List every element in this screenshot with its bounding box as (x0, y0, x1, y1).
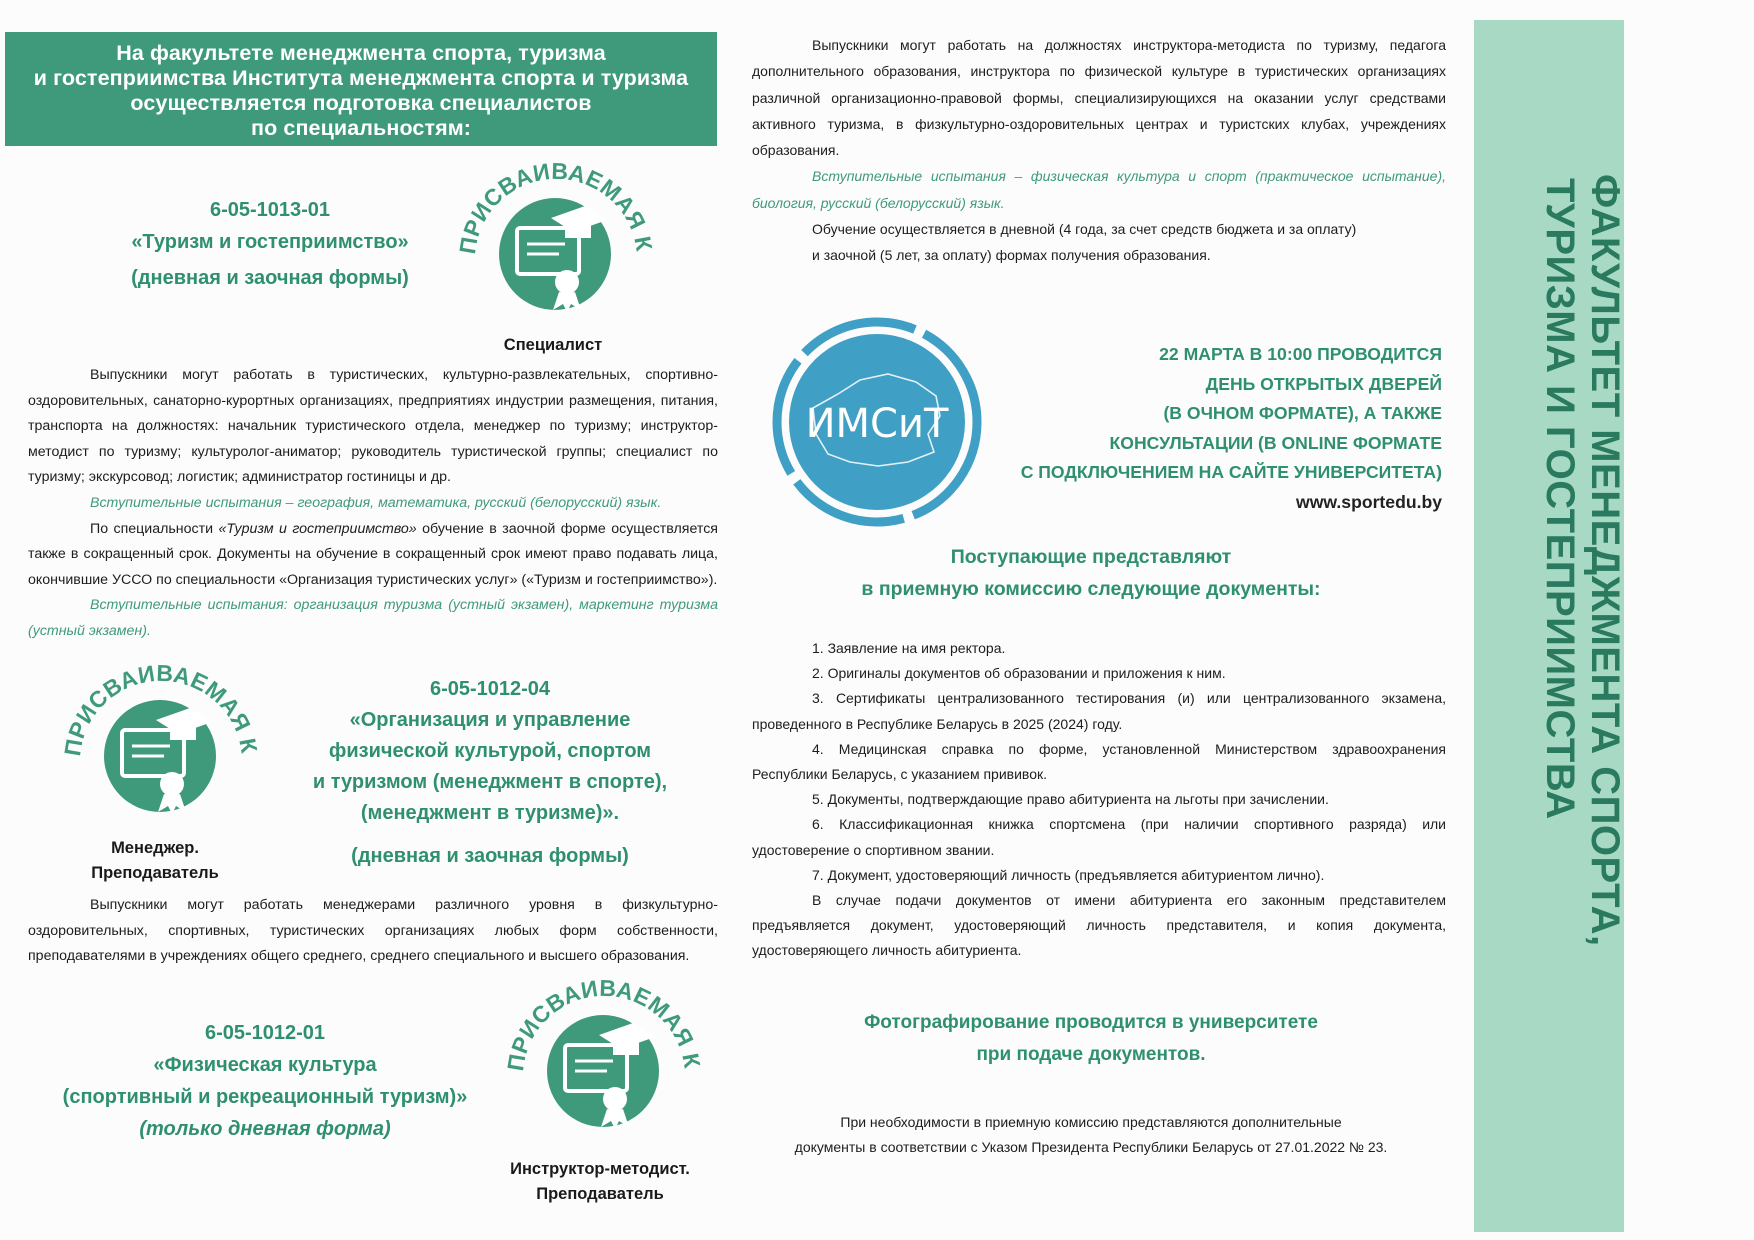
shortened-specialty-name: «Туризм и гостеприимство» (218, 520, 417, 537)
specialty-3-description (752, 32, 1446, 269)
photo-line: при подаче документов. (976, 1044, 1206, 1065)
qualification-line: Менеджер. (111, 839, 199, 857)
open-day-announcement (980, 340, 1442, 517)
badge-arc-text: ПРИСВАИВАЕМАЯ К (59, 659, 262, 758)
specialty-1-block (70, 194, 470, 294)
shortened-study-text (28, 517, 718, 594)
badge-arc-text: ПРИСВАИВАЕМАЯ К (454, 157, 657, 256)
study-forms: (только дневная форма) (139, 1118, 391, 1140)
list-item: 6. Классификационная книжка спортсмена (при наличии спортивного разряда) или удостоверение о спортивном звании. (752, 816, 1446, 858)
qualification-badge (52, 650, 262, 855)
footer-note (760, 1110, 1422, 1160)
study-line: Обучение осуществляется в дневной (4 года, за счет средств бюджета и за оплату) (812, 221, 1357, 238)
imsit-logo (768, 316, 986, 533)
graduation-certificate-icon (447, 148, 657, 348)
list-item: 2. Оригиналы документов об образовании и приложения к ним. (812, 665, 1226, 682)
vertical-title-line: ФАКУЛЬТЕТ МЕНЕДЖМЕНТА СПОРТА, (1583, 174, 1627, 947)
header-banner (5, 32, 717, 146)
specialty-name-line: (спортивный и рекреационный туризм)» (62, 1086, 468, 1108)
faculty-vertical-title (1537, 174, 1627, 974)
website-link[interactable]: www.sportedu.by (1296, 491, 1442, 512)
list-item: 5. Документы, подтверждающие право абитуриента на льготы при зачислении. (812, 791, 1329, 808)
specialty-1-description (28, 363, 718, 645)
open-day-line: (В ОЧНОМ ФОРМАТЕ), А ТАКЖЕ (1163, 403, 1442, 423)
shortened-entrance-exams: Вступительные испытания: организация туризма (устный экзамен), маркетинг туризма (устный экзамен). (28, 597, 718, 639)
logo-text: ИМСиТ (805, 401, 949, 447)
specialty-code: 6-05-1012-04 (429, 678, 551, 700)
vertical-title-text (1537, 174, 1627, 947)
open-day-line: С ПОДКЛЮЧЕНИЕМ НА САЙТЕ УНИВЕРСИТЕТА) (1020, 462, 1442, 482)
specialty-name-line: физической культурой, спортом (328, 740, 652, 762)
specialty-code: 6-05-1012-01 (204, 1022, 326, 1044)
graduation-certificate-icon (52, 650, 262, 850)
footer-line: При необходимости в приемную комиссию представляются дополнительные (840, 1114, 1342, 1130)
banner-line: и гостеприимства Института менеджмента спорта и туризма (33, 66, 689, 90)
careers-text: Выпускники могут работать менеджерами различного уровня в физкультурно-оздоровительных, спортивных, туристических организациях любых форм собственности, преподавателями в учреждениях общего среднего, среднего специального и высшего образования. (28, 897, 718, 965)
specialty-name-line: «Физическая культура (153, 1054, 377, 1076)
study-forms: (дневная и заочная формы) (351, 845, 629, 867)
documents-list (752, 636, 1446, 964)
qualification-line: Преподаватель (536, 1185, 664, 1203)
heading-line: Поступающие представляют (950, 546, 1232, 568)
specialty-2-block (270, 674, 710, 872)
graduation-certificate-icon (495, 965, 705, 1165)
banner-line: осуществляется подготовка специалистов (130, 91, 592, 115)
entrance-exams: Вступительные испытания – физическая культура и спорт (практическое испытание), биология, русский (белорусский) язык. (752, 168, 1446, 211)
open-day-line: КОНСУЛЬТАЦИИ (В ONLINE ФОРМАТЕ (1109, 432, 1442, 453)
qualification-label: Специалист (503, 336, 603, 354)
list-item: 3. Сертификаты централизованного тестирования (и) или централизованного экзамена, проведенного в Республике Беларусь в 2025 (2024) году. (752, 690, 1446, 732)
study-forms: (дневная и заочная формы) (131, 267, 409, 289)
shortened-rest: обучение в заочной форме осуществляется также в сокращенный срок. Документы на обучение в сокращенный срок имеют право подавать лица, окончившие УССО по специальности «Организация туристических услуг» («Туризм и гостеприимство»). (28, 520, 718, 588)
qualification-badge (495, 965, 705, 1170)
qualification-line: Инструктор-методист. (510, 1160, 690, 1178)
careers-text: Выпускники могут работать в туристических, культурно-развлекательных, спортивно-оздоровительных, санаторно-курортных организациях, предприятиях индустрии размещения, питания, транспорта на должностях: начальник туристического отдела, менеджер по туризму; инструктор-методист по туризму; культуролог-аниматор; руководитель туристической группы; специалист по туризму; экскурсовод; логистик; администратор гостиницы и др. (28, 367, 718, 486)
specialty-3-block (30, 1017, 500, 1145)
photo-notice (760, 1007, 1422, 1071)
qualification-label (505, 1157, 695, 1207)
list-item: 7. Документ, удостоверяющий личность (предъявляется абитуриентом лично). (812, 866, 1325, 883)
list-item: 1. Заявление на имя ректора. (812, 640, 1006, 656)
list-item: 4. Медицинская справка по форме, установленной Министерством здравоохранения Республики Беларусь, с указанием прививок. (752, 740, 1446, 783)
footer-line: документы в соответствии с Указом Президента Республики Беларусь от 27.01.2022 № 23. (794, 1139, 1388, 1155)
study-line: и заочной (5 лет, за оплату) формах получения образования. (812, 247, 1211, 264)
vertical-title-line: ТУРИЗМА И ГОСТЕПРИИМСТВА (1538, 178, 1582, 820)
imsit-logo-icon (768, 316, 986, 528)
specialty-name-line: «Организация и управление (349, 709, 631, 731)
specialty-name-line: (менеджмент в туризме)». (360, 802, 620, 824)
qualification-label (80, 836, 230, 886)
qualification-badge (447, 148, 657, 353)
badge-arc-text: ПРИСВАИВАЕМАЯ К (502, 974, 705, 1073)
open-day-line: 22 МАРТА В 10:00 ПРОВОДИТСЯ (1159, 344, 1442, 364)
banner-line: На факультете менеджмента спорта, туризма (116, 41, 606, 65)
photo-line: Фотографирование проводится в университете (864, 1012, 1318, 1033)
open-day-line: ДЕНЬ ОТКРЫТЫХ ДВЕРЕЙ (1205, 373, 1442, 394)
entrance-exams: Вступительные испытания – география, математика, русский (белорусский) язык. (90, 494, 662, 511)
study-forms-text (752, 216, 1446, 269)
documents-heading (760, 541, 1422, 605)
specialty-code: 6-05-1013-01 (209, 199, 331, 221)
specialty-2-description (28, 893, 718, 970)
shortened-prefix: По специальности (90, 520, 219, 537)
banner-line: по специальностям: (251, 116, 471, 140)
specialty-name-line: и туризмом (менеджмент в спорте), (312, 771, 668, 793)
specialty-name: «Туризм и гостеприимство» (131, 231, 409, 253)
list-item: В случае подачи документов от имени абитуриента его законным представителем предъявляется документ, удостоверяющий личность представителя, и копия документа, удостоверяющего личность абитуриента. (752, 892, 1446, 959)
qualification-line: Преподаватель (91, 864, 219, 882)
careers-text: Выпускники могут работать на должностях инструктора-методиста по туризму, педагога дополнительного образования, инструктора по физической культуре в туристических организациях различной организационно-правовой формы, специализирующихся на оказании услуг средствами активного туризма, в физкультурно-оздоровительных центрах и туристских клубах, учреждениях образования. (752, 37, 1446, 159)
heading-line: в приемную комиссию следующие документы: (861, 578, 1321, 600)
